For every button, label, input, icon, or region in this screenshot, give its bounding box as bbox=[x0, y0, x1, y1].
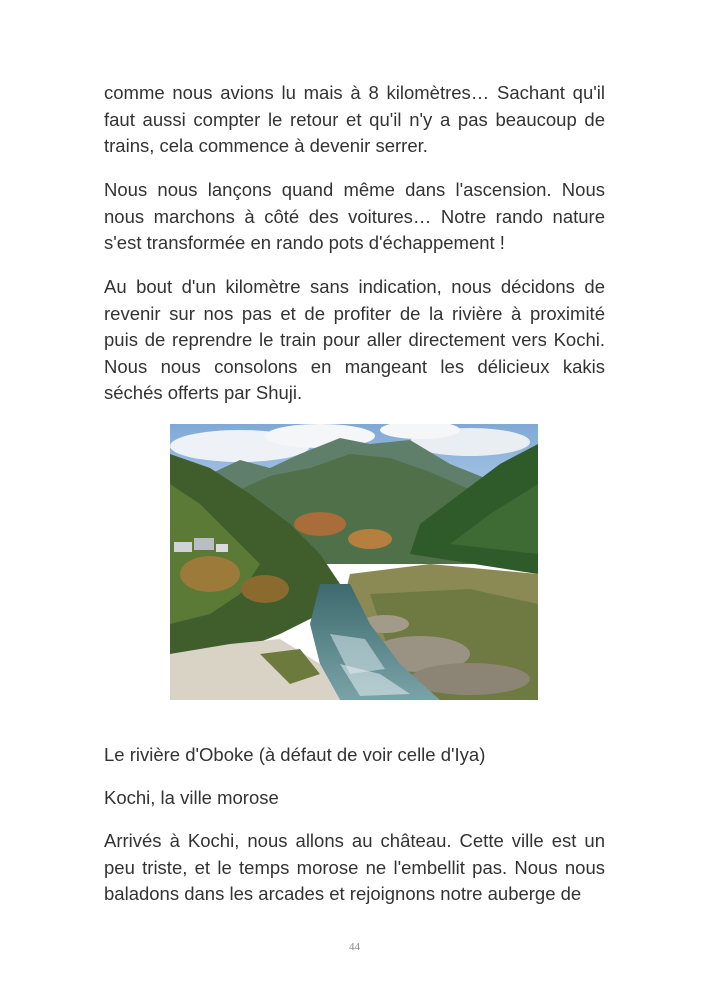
page-number: 44 bbox=[349, 941, 360, 953]
paragraph-1 bbox=[104, 80, 605, 160]
paragraph-text: Au bout d'un kilomètre sans indication, nous décidons de revenir sur nos pas et de profiter de la rivière à proximité puis de reprendre le train pour aller directement vers Kochi. Nous nous consolons en mangeant les délicieux kakis séchés offerts par Shuji. bbox=[104, 276, 605, 404]
paragraph-4 bbox=[104, 828, 605, 908]
heading-text: Kochi, la ville morose bbox=[104, 787, 279, 808]
caption-text: Le rivière d'Oboke (à défaut de voir celle d'Iya) bbox=[104, 744, 486, 765]
photo-caption bbox=[104, 742, 605, 769]
paragraph-text: Nous nous lançons quand même dans l'ascension. Nous nous marchons à côté des voitures… Notre rando nature s'est transformée en rando pots d'échappement ! bbox=[104, 179, 605, 254]
paragraph-2 bbox=[104, 177, 605, 257]
river-landscape-illustration bbox=[170, 424, 538, 700]
river-photo bbox=[170, 424, 538, 700]
paragraph-3 bbox=[104, 274, 605, 407]
paragraph-text: Arrivés à Kochi, nous allons au château. Cette ville est un peu triste, et le temps morose ne l'embellit pas. Nous nous baladons dans les arcades et rejoignons notre auberge de bbox=[104, 830, 605, 905]
paragraph-text: comme nous avions lu mais à 8 kilomètres… Sachant qu'il faut aussi compter le retour et qu'il n'y a pas beaucoup de trains, cela commence à devenir serrer. bbox=[104, 82, 605, 157]
section-heading bbox=[104, 785, 605, 812]
